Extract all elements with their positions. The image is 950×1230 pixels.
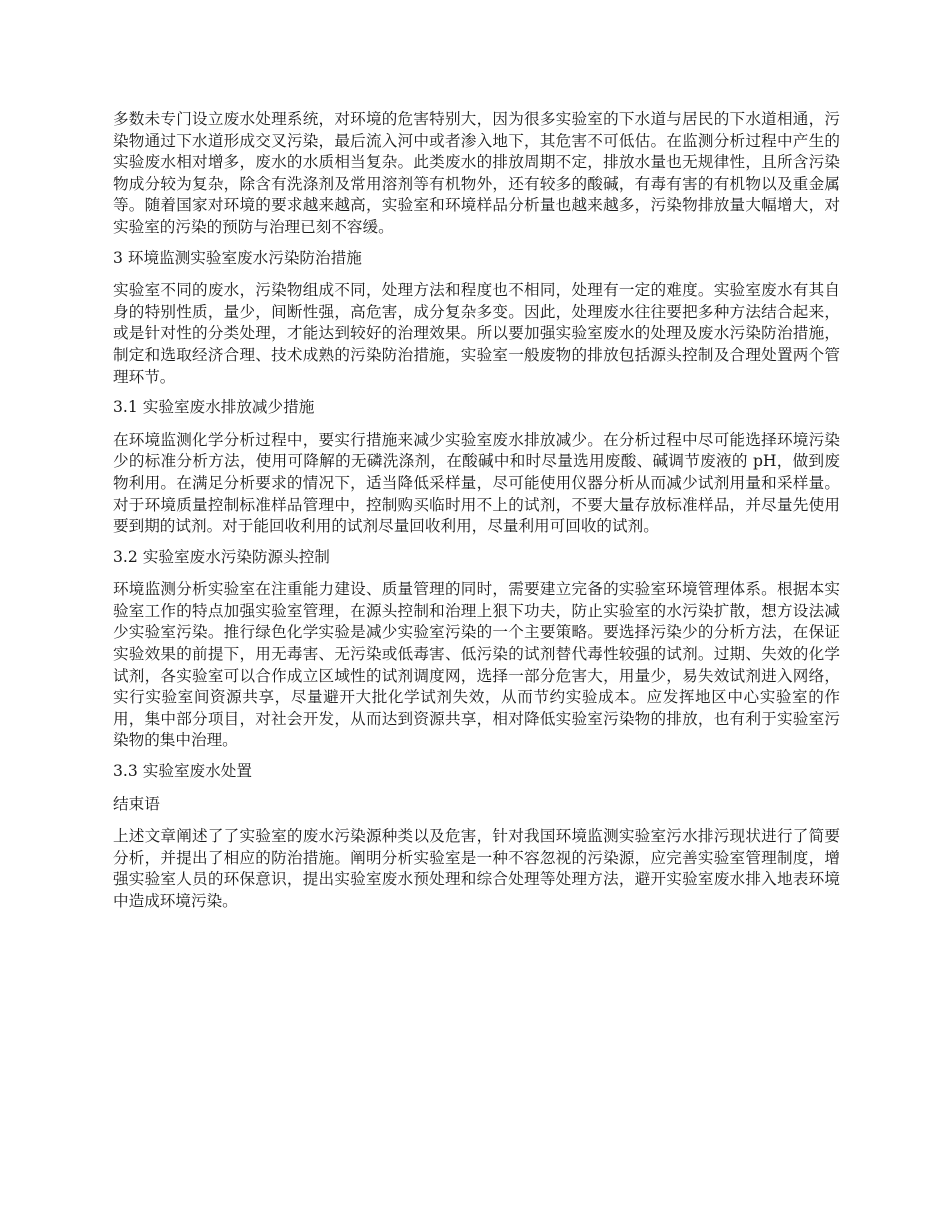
paragraph-conclusion: 上述文章阐述了了实验室的废水污染源种类以及危害，针对我国环境监测实验室污水排污现状进行了简要分析，并提出了相应的防治措施。阐明分析实验室是一种不容忽视的污染源，应完善实验室管理制度，增强实验室人员的环保意识，提出实验室废水预处理和综合处理等处理方法，避开实验室废水排入地表环境中造成环境污染。	[113, 827, 840, 910]
paragraph-section-3-2: 环境监测分析实验室在注重能力建设、质量管理的同时，需要建立完备的实验室环境管理体系。根据本实验室工作的特点加强实验室管理，在源头控制和治理上狠下功夫，防止实验室的水污染扩散，想方设法减少实验室污染。推行绿色化学实验是减少实验室污染的一个主要策略。要选择污染少的分析方法，在保证实验效果的前提下，用无毒害、无污染或低毒害、低污染的试剂替代毒性较强的试剂。过期、失效的化学试剂，各实验室可以合作成立区域性的试剂调度网，选择一部分危害大，用量少，易失效试剂进入网络，实行实验室间资源共享，尽量避开大批化学试剂失效，从而节约实验成本。应发挥地区中心实验室的作用，集中部分项目，对社会开发，从而达到资源共享，相对降低实验室污染物的排放，也有利于实验室污染物的集中治理。	[113, 580, 840, 750]
section-heading-3: 3 环境监测实验室废水污染防治措施	[113, 248, 362, 267]
section-heading-conclusion: 结束语	[113, 794, 160, 813]
section-heading-3-1: 3.1 实验室废水排放减少措施	[113, 398, 315, 417]
section-heading-3-3: 3.3 实验室废水处置	[113, 762, 252, 781]
paragraph-section-3: 实验室不同的废水，污染物组成不同，处理方法和程度也不相同，处理有一定的难度。实验室废水有其自身的特别性质，量少，间断性强，高危害，成分复杂多变。因此，处理废水往往要把多种方法结合起来，或是针对性的分类处理，才能达到较好的治理效果。所以要加强实验室废水的处理及废水污染防治措施，制定和选取经济合理、技术成熟的污染防治措施，实验室一般废物的排放包括源头控制及合理处置两个管理环节。	[113, 281, 840, 386]
document-body	[113, 109, 840, 922]
paragraph-section-3-1: 在环境监测化学分析过程中，要实行措施来减少实验室废水排放减少。在分析过程中尽可能选择环境污染少的标准分析方法，使用可降解的无磷洗涤剂，在酸碱中和时尽量选用废酸、碱调节废液的 pH，做到废物利用。在满足分析要求的情况下，适当降低采样量，尽可能使用仪器分析从而减少试剂用量和采样量。对于环境质量控制标准样品管理中，控制购买临时用不上的试剂，不要大量存放标准样品，并尽量先使用要到期的试剂。对于能回收利用的试剂尽量回收利用，尽量利用可回收的试剂。	[113, 430, 840, 536]
paragraph-intro: 多数未专门设立废水处理系统，对环境的危害特别大，因为很多实验室的下水道与居民的下水道相通，污染物通过下水道形成交叉污染，最后流入河中或者渗入地下，其危害不可低估。在监测分析过程中产生的实验废水相对增多，废水的水质相当复杂。此类废水的排放周期不定，排放水量也无规律性，且所含污染物成分较为复杂，除含有洗涤剂及常用溶剂等有机物外，还有较多的酸碱，有毒有害的有机物以及重金属等。随着国家对环境的要求越来越高，实验室和环境样品分析量也越来越多，污染物排放量大幅增大，对实验室的污染的预防与治理已刻不容缓。	[113, 110, 840, 236]
section-heading-3-2: 3.2 实验室废水污染防源头控制	[113, 547, 330, 566]
